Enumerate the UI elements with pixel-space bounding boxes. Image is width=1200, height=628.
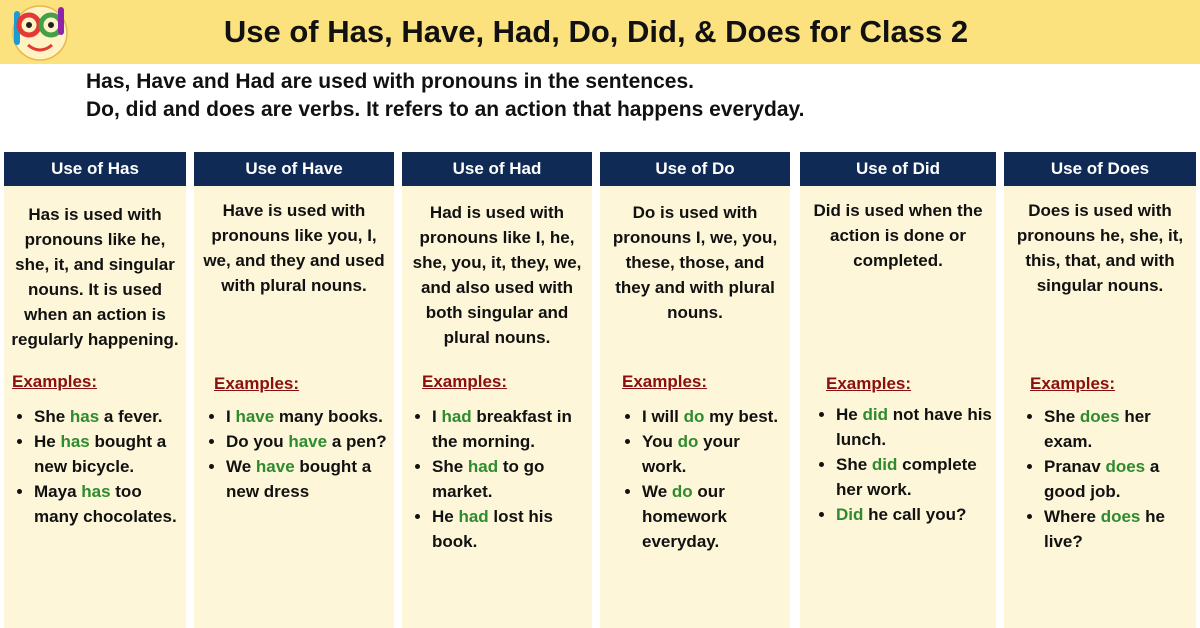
highlight-word: has — [60, 432, 90, 451]
examples-label: Examples: — [622, 372, 708, 391]
highlight-word: had — [441, 407, 472, 426]
example-item: • We have bought a new dress — [226, 454, 390, 504]
examples-list — [204, 404, 390, 504]
example-item: • We do our homework everyday. — [642, 479, 786, 554]
highlight-word: had — [458, 507, 489, 526]
intro-text — [86, 68, 1166, 124]
examples-label: Examples: — [214, 374, 300, 393]
highlight-word: do — [671, 482, 693, 501]
example-item: • I had breakfast in the morning. — [432, 404, 588, 454]
highlight-word: have — [255, 457, 295, 476]
examples-list — [12, 404, 182, 529]
example-item: • She has a fever. — [34, 404, 182, 429]
highlight-word: does — [1079, 407, 1120, 426]
highlight-word: Did — [836, 505, 864, 524]
card-heading: Use of Have — [194, 152, 394, 186]
highlight-word: has — [81, 482, 111, 501]
card-description: Had is used with pronouns like I, he, she, you, it, they, we, and also used with both singular and plural nouns. — [412, 203, 582, 347]
card-have — [194, 152, 394, 628]
highlight-word: had — [467, 457, 499, 476]
example-item: • She had to go market. — [432, 454, 588, 504]
card-had — [402, 152, 592, 628]
card-description: Did is used when the action is done or completed. — [813, 201, 983, 270]
card-did — [800, 152, 996, 628]
examples-label: Examples: — [826, 374, 912, 393]
header-banner — [0, 0, 1200, 64]
intro-line: Has, Have and Had are used with pronouns in the sentences. — [86, 70, 694, 93]
intro-line: Do, did and does are verbs. It refers to an action that happens everyday. — [86, 98, 805, 121]
example-item: • Did he call you? — [836, 502, 992, 527]
examples-label: Examples: — [422, 372, 508, 391]
examples-label: Examples: — [12, 372, 98, 391]
example-item: • You do your work. — [642, 429, 786, 479]
examples-list — [1022, 404, 1192, 554]
highlight-word: did — [871, 455, 898, 474]
page-title: Use of Has, Have, Had, Do, Did, & Does for Class 2 — [223, 14, 969, 49]
example-item: • He had lost his book. — [432, 504, 588, 554]
card-description: Do is used with pronouns I, we, you, these, those, and they and with plural nouns. — [612, 203, 778, 322]
card-heading: Use of Has — [4, 152, 186, 186]
card-heading: Use of Did — [800, 152, 996, 186]
highlight-word: does — [1100, 507, 1141, 526]
highlight-word: do — [677, 432, 699, 451]
card-heading: Use of Does — [1004, 152, 1196, 186]
example-item: • Where does he live? — [1044, 504, 1192, 554]
card-heading: Use of Do — [600, 152, 790, 186]
example-item: • I have many books. — [226, 404, 390, 429]
example-item: • Maya has too many chocolates. — [34, 479, 182, 529]
highlight-word: does — [1105, 457, 1146, 476]
example-item: • She did complete her work. — [836, 452, 992, 502]
highlight-word: did — [862, 405, 888, 424]
highlight-word: do — [683, 407, 705, 426]
example-item: • I will do my best. — [642, 404, 786, 429]
example-item: • Pranav does a good job. — [1044, 454, 1192, 504]
highlight-word: have — [235, 407, 275, 426]
example-item: • He did not have his lunch. — [836, 402, 992, 452]
examples-list — [620, 404, 786, 554]
card-do — [600, 152, 790, 628]
highlight-word: have — [288, 432, 328, 451]
card-description: Does is used with pronouns he, she, it, this, that, and with singular nouns. — [1016, 201, 1184, 295]
examples-label: Examples: — [1030, 374, 1116, 393]
card-heading: Use of Had — [402, 152, 592, 186]
card-description: Has is used with pronouns like he, she, it, and singular nouns. It is used when an action is regularly happening. — [11, 205, 179, 349]
example-item: • He has bought a new bicycle. — [34, 429, 182, 479]
example-item: • She does her exam. — [1044, 404, 1192, 454]
site-logo[interactable] — [8, 3, 72, 61]
card-description: Have is used with pronouns like you, I, we, and they and used with plural nouns. — [203, 201, 385, 295]
examples-list — [814, 402, 992, 527]
card-has — [4, 152, 186, 628]
highlight-word: has — [69, 407, 100, 426]
example-item: • Do you have a pen? — [226, 429, 390, 454]
examples-list — [410, 404, 588, 554]
logo-face-icon — [8, 3, 72, 61]
card-does — [1004, 152, 1196, 628]
